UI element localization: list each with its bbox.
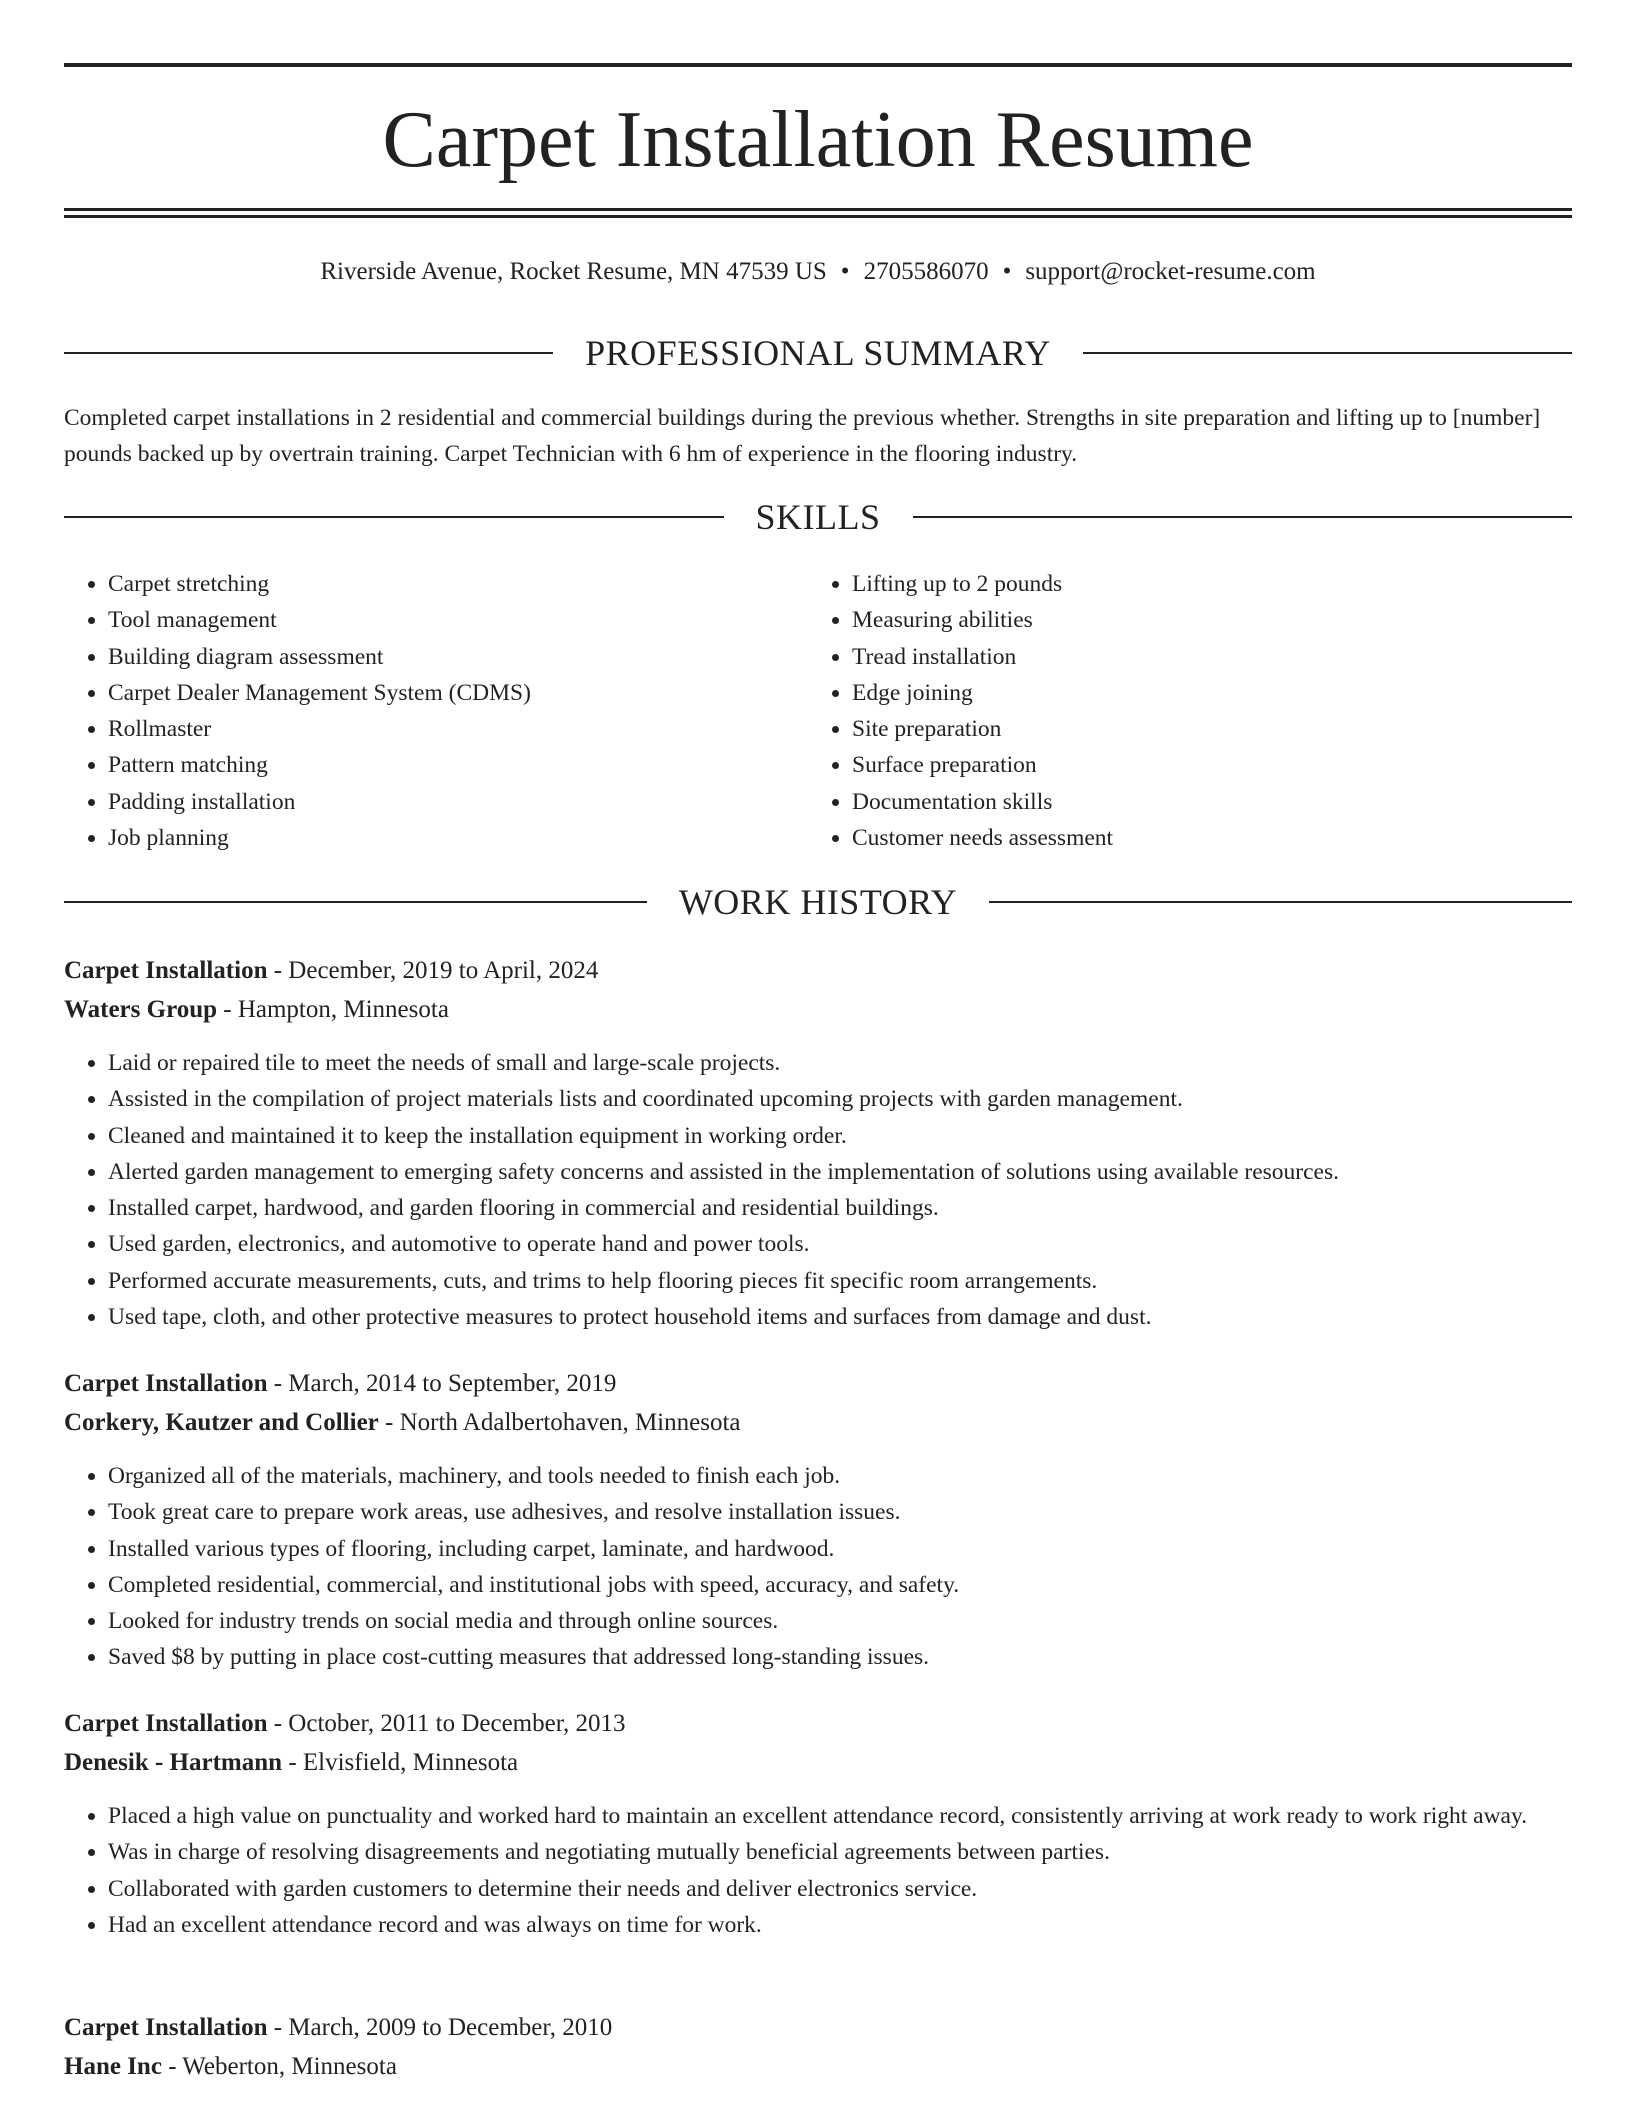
job-title-line [64, 2010, 1572, 2046]
job-dates: - March, 2014 to September, 2019 [267, 1370, 617, 1397]
resume-title: Carpet Installation Resume [382, 96, 1254, 184]
job-bullet: • Laid or repaired tile to meet the needs of small and large-scale projects. [108, 1045, 1572, 1081]
skill-item: • Carpet stretching [108, 566, 808, 602]
contact-email[interactable]: support@rocket-resume.com [1025, 258, 1316, 285]
heading-rule [913, 516, 1573, 518]
summary-heading-row [64, 331, 1572, 375]
job-title: Carpet Installation [64, 2014, 268, 2041]
job-bullets [64, 1045, 1572, 1335]
job-bullet: • Installed carpet, hardwood, and garden flooring in commercial and residential buildings. [108, 1190, 1572, 1226]
job-bullet: • Cleaned and maintained it to keep the installation equipment in working order. [108, 1118, 1572, 1154]
job-company: Hane Inc [64, 2053, 162, 2080]
skill-item: • Documentation skills [852, 784, 1552, 820]
skills-list-left [64, 566, 808, 856]
header-top-rule [64, 63, 1572, 67]
heading-rule [64, 352, 553, 354]
skill-item: • Site preparation [852, 711, 1552, 747]
job-company-line [64, 1405, 1572, 1441]
skill-item: • Tool management [108, 602, 808, 638]
job-bullet: • Used tape, cloth, and other protective measures to protect household items and surfaces from damage and dust. [108, 1299, 1572, 1335]
heading-rule [989, 901, 1572, 903]
job-bullet: • Looked for industry trends on social media and through online sources. [108, 1603, 1572, 1639]
job-company-line [64, 2049, 1572, 2085]
job-title: Carpet Installation [64, 1370, 268, 1397]
job-title-line [64, 953, 1572, 989]
job-bullet: • Performed accurate measurements, cuts, and trims to help flooring pieces fit specific room arrangements. [108, 1263, 1572, 1299]
job-dates: - October, 2011 to December, 2013 [267, 1710, 626, 1737]
skill-item: • Edge joining [852, 675, 1552, 711]
skill-item: • Lifting up to 2 pounds [852, 566, 1552, 602]
skill-item: • Padding installation [108, 784, 808, 820]
job-location: - Elvisfield, Minnesota [282, 1749, 519, 1776]
job-company: Denesik - Hartmann [64, 1749, 283, 1776]
skill-item: • Surface preparation [852, 747, 1552, 783]
job-title-line [64, 1706, 1572, 1742]
job-title-line [64, 1366, 1572, 1402]
skills-columns [64, 566, 1572, 856]
summary-heading: PROFESSIONAL SUMMARY [585, 333, 1051, 373]
summary-text: Completed carpet installations in 2 residential and commercial buildings during the previous whether. Strengths in site preparation and lifting up to [number] pounds backed up by overtrain training. Carpet Technician with 6 hm of experience in the flooring industry. [64, 405, 1541, 467]
job-bullet: • Installed various types of flooring, including carpet, laminate, and hardwood. [108, 1531, 1572, 1567]
contact-separator: • [840, 258, 850, 285]
job-bullet: • Completed residential, commercial, and institutional jobs with speed, accuracy, and safety. [108, 1567, 1572, 1603]
skill-item: • Tread installation [852, 639, 1552, 675]
job-title: Carpet Installation [64, 957, 268, 984]
contact-line [64, 256, 1572, 288]
job-location: - Weberton, Minnesota [161, 2053, 397, 2080]
job-company: Corkery, Kautzer and Collier [64, 1409, 379, 1436]
job-bullet: • Organized all of the materials, machinery, and tools needed to finish each job. [108, 1458, 1572, 1494]
job-bullet: • Assisted in the compilation of project materials lists and coordinated upcoming projects with garden management. [108, 1081, 1572, 1117]
job-bullet: • Alerted garden management to emerging safety concerns and assisted in the implementation of solutions using available resources. [108, 1154, 1572, 1190]
skills-heading: SKILLS [755, 497, 881, 537]
job-company-line [64, 992, 1572, 1028]
job-bullet: • Had an excellent attendance record and was always on time for work. [108, 1907, 1572, 1943]
skill-item: • Carpet Dealer Management System (CDMS) [108, 675, 808, 711]
heading-rule [1083, 352, 1572, 354]
skill-item: • Building diagram assessment [108, 639, 808, 675]
job-dates: - March, 2009 to December, 2010 [267, 2014, 613, 2041]
contact-phone[interactable]: 2705586070 [863, 258, 989, 285]
work-heading-row [64, 880, 1572, 924]
job-bullet: • Saved $8 by putting in place cost-cutting measures that addressed long-standing issues. [108, 1639, 1572, 1675]
job-bullet: • Placed a high value on punctuality and worked hard to maintain an excellent attendance record, consistently arriving at work ready to work right away. [108, 1798, 1572, 1834]
skill-item: • Rollmaster [108, 711, 808, 747]
job-company: Waters Group [64, 996, 218, 1023]
job-bullets [64, 1798, 1572, 1943]
job-company-line [64, 1745, 1572, 1781]
job-bullet: • Was in charge of resolving disagreements and negotiating mutually beneficial agreements between parties. [108, 1834, 1572, 1870]
header-double-rule [64, 208, 1572, 218]
skill-item: • Pattern matching [108, 747, 808, 783]
skill-item: • Job planning [108, 820, 808, 856]
job-title: Carpet Installation [64, 1710, 268, 1737]
job-bullet: • Collaborated with garden customers to determine their needs and deliver electronics service. [108, 1871, 1572, 1907]
heading-rule [64, 516, 724, 518]
job-bullet: • Took great care to prepare work areas, use adhesives, and resolve installation issues. [108, 1494, 1572, 1530]
contact-address: Riverside Avenue, Rocket Resume, MN 47539 US [320, 258, 827, 285]
work-heading: WORK HISTORY [678, 882, 958, 922]
skills-list-right [808, 566, 1552, 856]
skill-item: • Customer needs assessment [852, 820, 1552, 856]
skill-item: • Measuring abilities [852, 602, 1552, 638]
job-location: - Hampton, Minnesota [217, 996, 449, 1023]
job-bullets [64, 1458, 1572, 1676]
job-location: - North Adalbertohaven, Minnesota [378, 1409, 741, 1436]
job-dates: - December, 2019 to April, 2024 [267, 957, 599, 984]
skills-heading-row [64, 495, 1572, 539]
heading-rule [64, 901, 647, 903]
job-bullet: • Used garden, electronics, and automotive to operate hand and power tools. [108, 1226, 1572, 1262]
contact-separator: • [1002, 258, 1012, 285]
